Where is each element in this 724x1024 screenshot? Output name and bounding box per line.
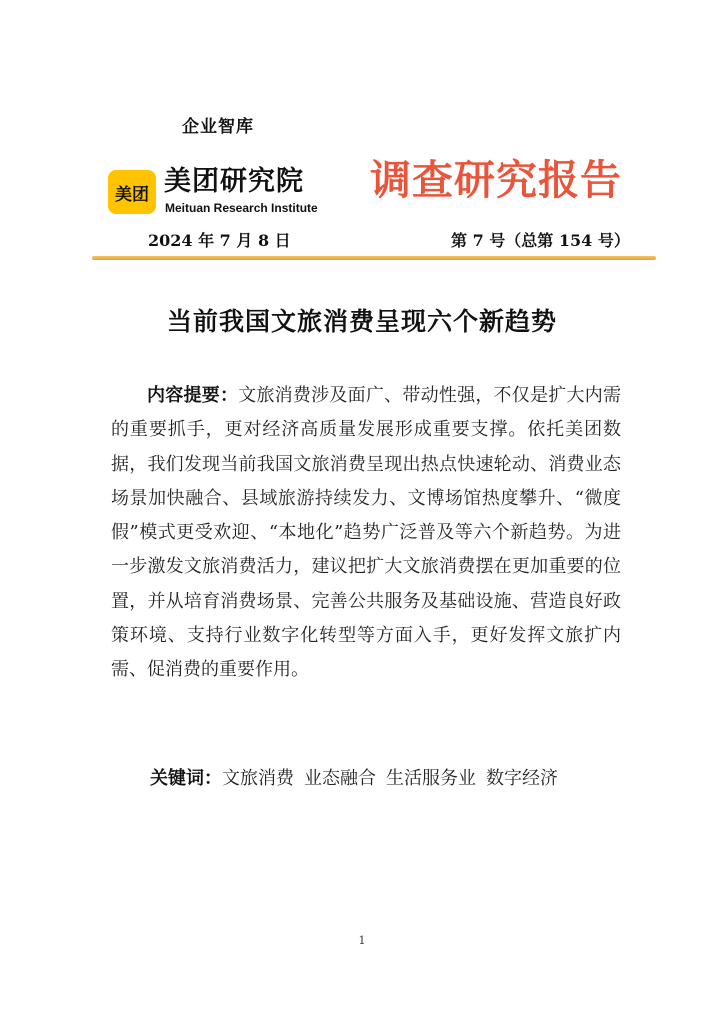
keyword-item: 文旅消费 [222, 768, 294, 789]
meituan-logo-mark [108, 170, 156, 214]
think-tank-label: 企业智库 [182, 117, 254, 137]
header-divider [92, 256, 656, 260]
institute-english-name: Meituan Research Institute [165, 201, 318, 215]
keyword-item: 生活服务业 [386, 768, 476, 789]
document-title: 当前我国文旅消费呈现六个新趋势 [166, 307, 557, 336]
institute-name: 美团研究院 [164, 166, 304, 197]
issue-number: 第 7 号（总第 154 号） [451, 231, 630, 250]
report-type-heading: 调查研究报告 [370, 156, 622, 204]
abstract-label: 内容提要： [147, 385, 239, 406]
abstract-paragraph [111, 379, 621, 688]
keywords-label: 关键词： [150, 768, 222, 789]
report-date: 2024 年 7 月 8 日 [148, 231, 291, 250]
keywords-line [150, 764, 568, 790]
keyword-item: 数字经济 [486, 768, 558, 789]
logo-mark-text: 美团 [115, 184, 149, 205]
keyword-item: 业态融合 [304, 768, 376, 789]
abstract-text: 文旅消费涉及面广、带动性强，不仅是扩大内需的重要抓手，更对经济高质量发展形成重要支撑。依托美团数据，我们发现当前我国文旅消费呈现出热点快速轮动、消费业态场景加快融合、县域旅游持续发力、文博场馆热度攀升、“微度假”模式更受欢迎、“本地化”趋势广泛普及等六个新趋势。为进一步激发文旅消费活力，建议把扩大文旅消费摆在更加重要的位置，并从培育消费场景、完善公共服务及基础设施、营造良好政策环境、支持行业数字化转型等方面入手，更好发挥文旅扩内需、促消费的重要作用。 [111, 385, 622, 681]
page-number: 1 [358, 934, 366, 947]
